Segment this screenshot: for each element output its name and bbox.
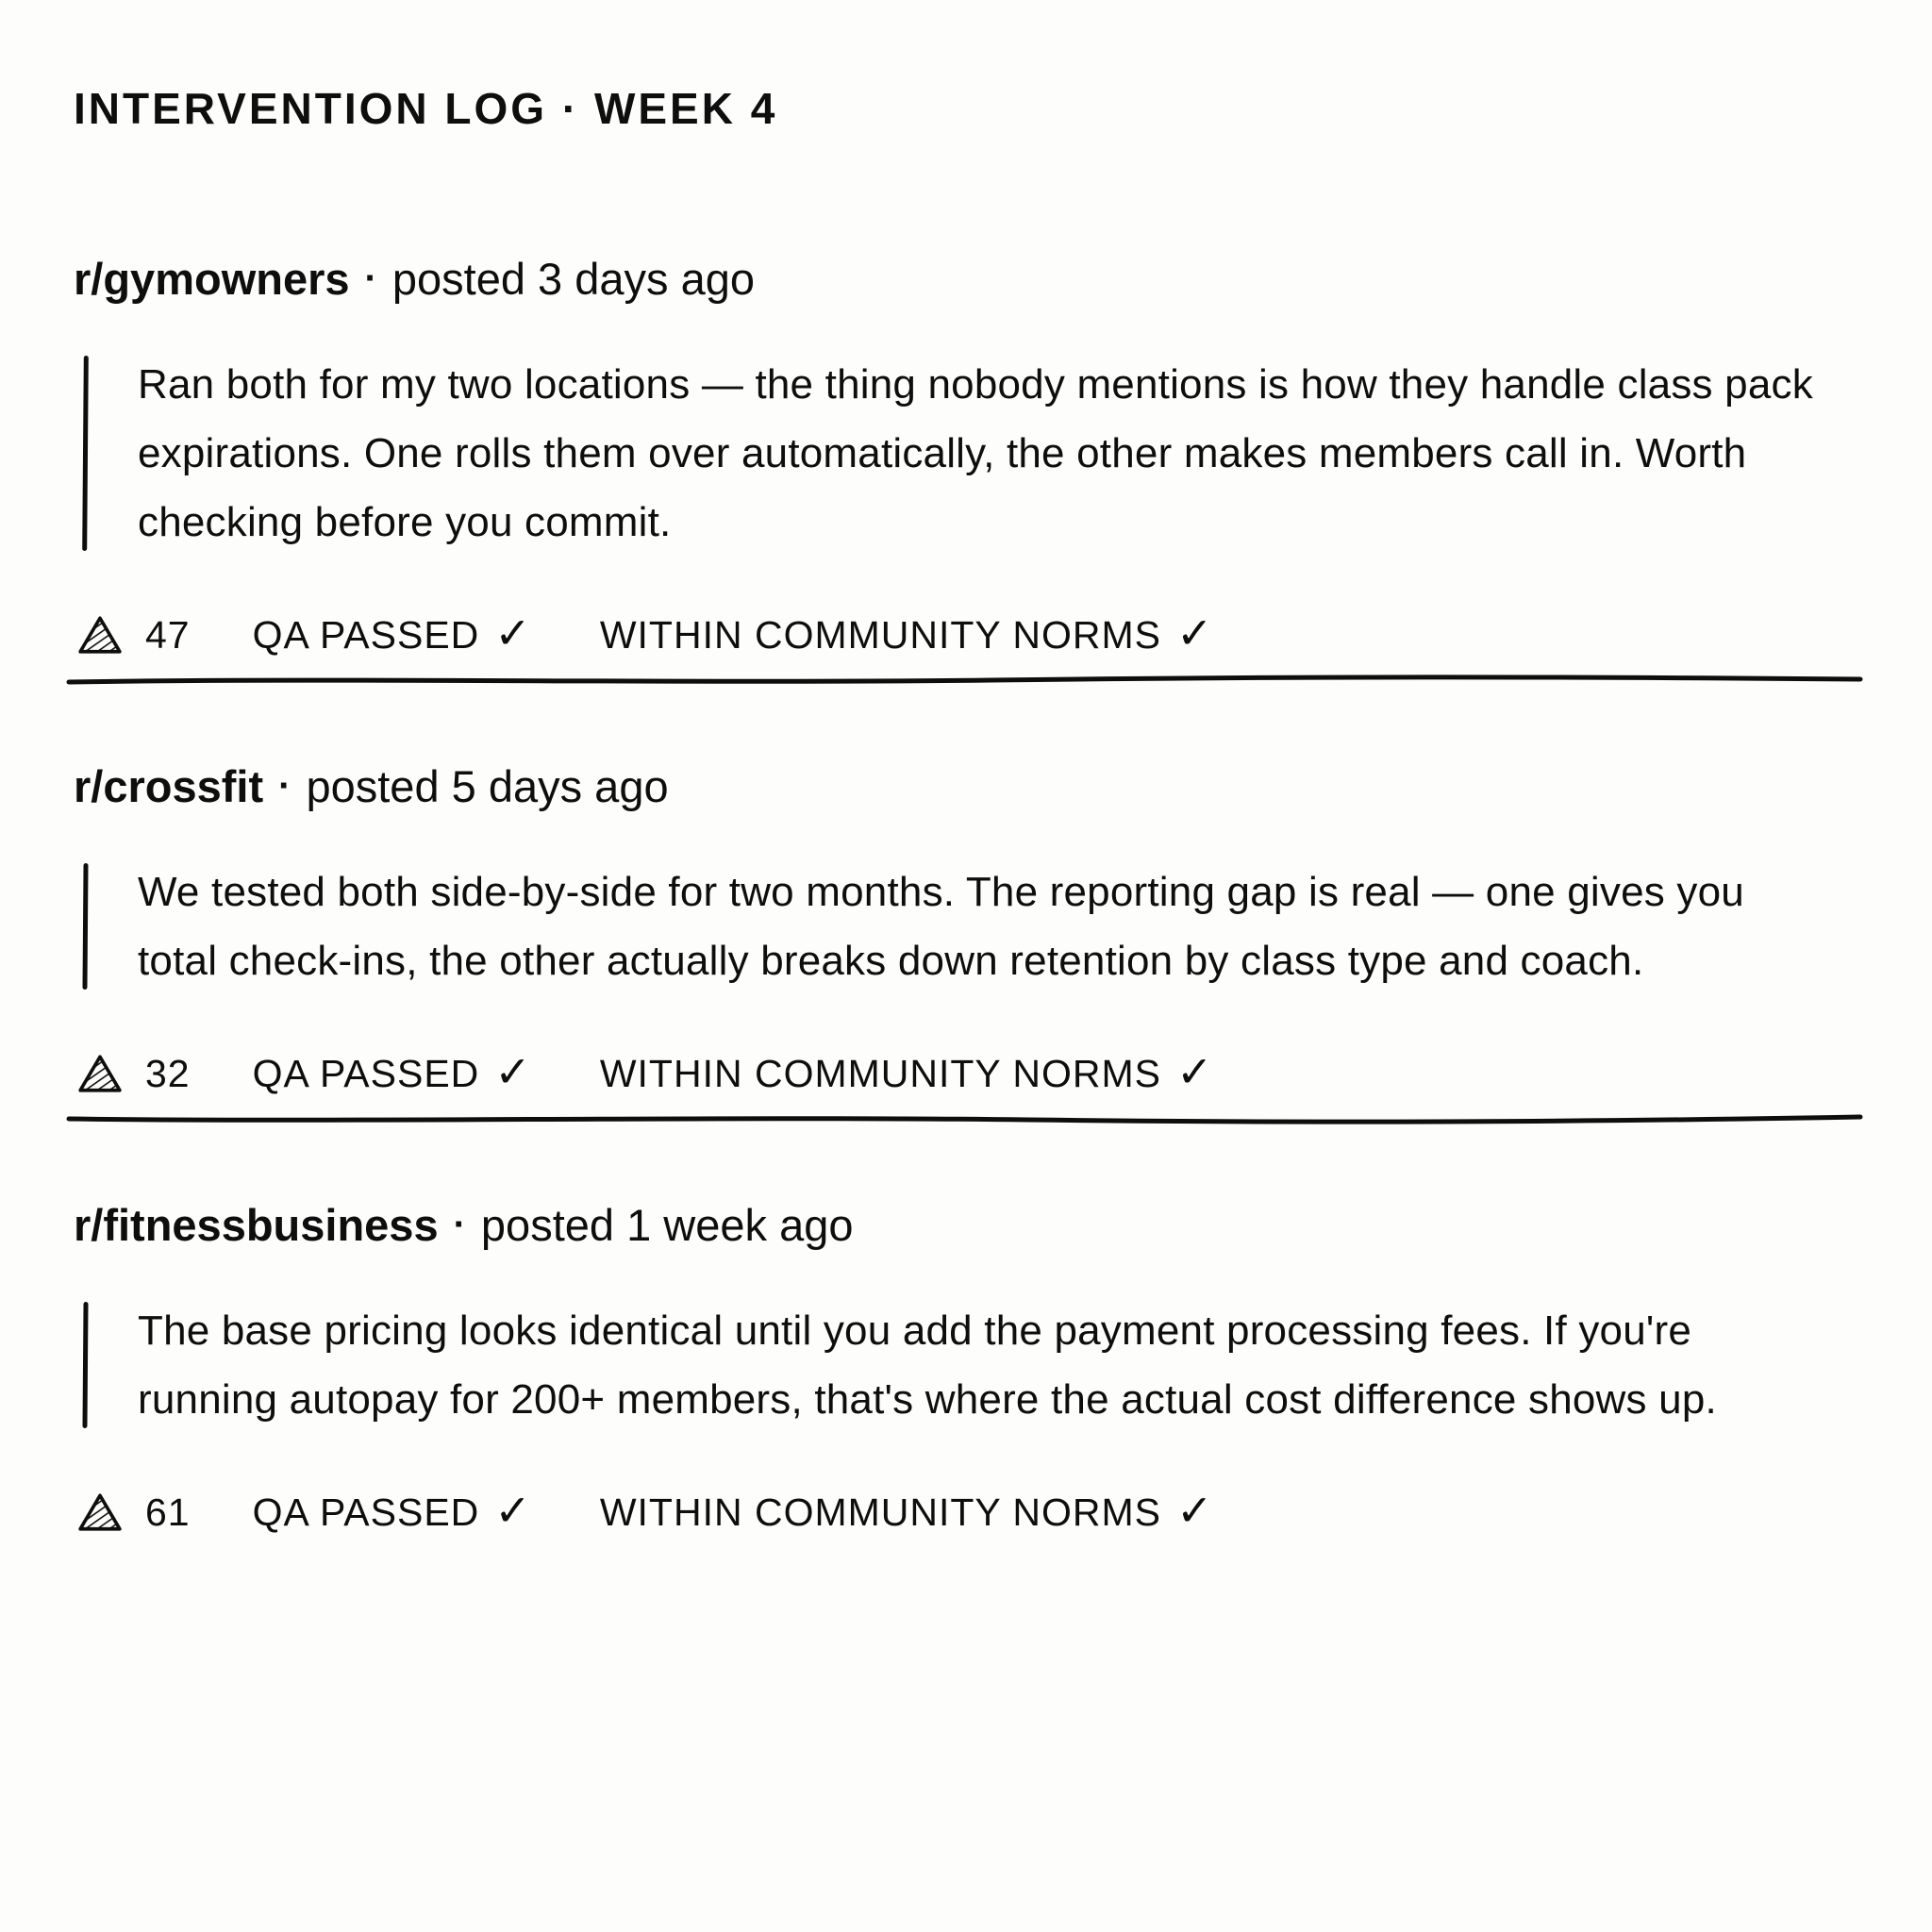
norms-status	[600, 609, 1214, 660]
page-title: INTERVENTION LOG · WEEK 4	[74, 84, 778, 133]
quote-bar	[82, 1302, 88, 1428]
section-divider	[66, 674, 1864, 687]
post-timestamp: posted 1 week ago	[480, 1200, 854, 1250]
quote-text: Ran both for my two locations — the thing nobody mentions is how they handle class pack expirations. One rolls them over automatically, the other makes members call in. Worth checking before you commit.	[138, 361, 1813, 545]
separator-dot: ·	[364, 258, 377, 299]
log-entry	[74, 760, 1858, 1125]
post-quote	[83, 858, 1819, 995]
section-divider	[66, 1112, 1864, 1125]
norms-label: WITHIN COMMUNITY NORMS	[599, 612, 1162, 657]
subreddit-name: r/fitnessbusiness	[74, 1200, 439, 1250]
upvote-count: 47	[145, 612, 191, 657]
log-entry	[74, 1199, 1858, 1560]
qa-status	[253, 1048, 532, 1099]
checkmark-icon: ✓	[494, 608, 532, 658]
norms-status	[600, 1048, 1214, 1099]
qa-label: QA PASSED	[252, 1051, 480, 1095]
qa-status	[253, 1487, 532, 1538]
post-quote	[83, 1296, 1819, 1434]
post-stats	[74, 609, 1858, 660]
bottom-spacer	[74, 1551, 1858, 1560]
post-header	[74, 760, 1858, 812]
upvote-triangle-icon	[77, 614, 123, 656]
quote-text: The base pricing looks identical until you add the payment processing fees. If you're running autopay for 200+ members, that's where the actual cost difference shows up.	[138, 1307, 1717, 1423]
post-timestamp: posted 5 days ago	[306, 761, 669, 811]
post-header	[74, 1199, 1858, 1251]
checkmark-icon: ✓	[1176, 1047, 1214, 1096]
quote-bar	[82, 356, 89, 551]
checkmark-icon: ✓	[494, 1047, 532, 1096]
upvote-triangle-icon	[77, 1053, 123, 1094]
quote-bar	[82, 863, 88, 990]
qa-label: QA PASSED	[252, 1490, 480, 1534]
subreddit-name: r/gymowners	[74, 254, 350, 304]
log-entry	[74, 253, 1858, 687]
post-quote	[83, 350, 1819, 557]
checkmark-icon: ✓	[1176, 1486, 1214, 1535]
norms-label: WITHIN COMMUNITY NORMS	[599, 1490, 1162, 1534]
qa-label: QA PASSED	[252, 612, 480, 657]
post-timestamp: posted 3 days ago	[391, 254, 755, 304]
upvote-count: 32	[145, 1051, 191, 1095]
upvote-count: 61	[145, 1490, 191, 1534]
post-stats	[74, 1048, 1858, 1099]
separator-dot: ·	[453, 1204, 466, 1245]
norms-status	[600, 1487, 1214, 1538]
checkmark-icon: ✓	[494, 1486, 532, 1535]
upvote-triangle-icon	[77, 1491, 123, 1533]
norms-label: WITHIN COMMUNITY NORMS	[599, 1051, 1162, 1095]
post-header	[74, 253, 1858, 305]
checkmark-icon: ✓	[1176, 608, 1214, 658]
separator-dot: ·	[278, 765, 291, 807]
qa-status	[253, 609, 532, 660]
subreddit-name: r/crossfit	[74, 761, 264, 811]
post-stats	[74, 1487, 1858, 1538]
quote-text: We tested both side-by-side for two months. The reporting gap is real — one gives you total check-ins, the other actually breaks down retention by class type and coach.	[138, 869, 1744, 984]
